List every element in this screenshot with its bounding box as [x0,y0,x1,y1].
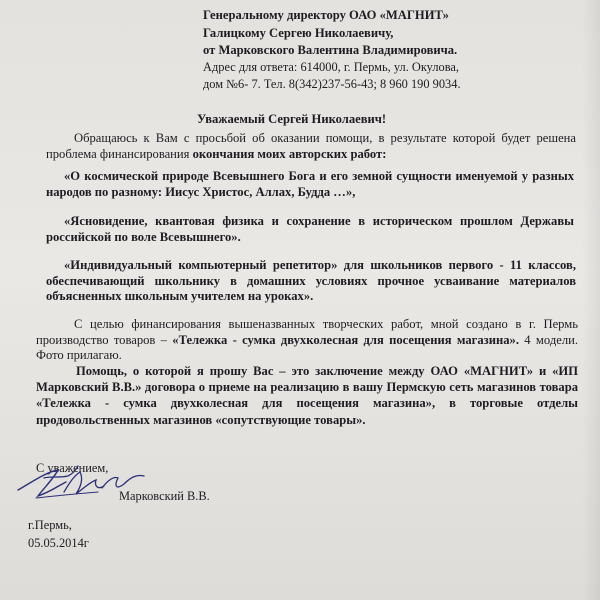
date: 05.05.2014г [28,536,89,550]
addressee-line-2: Галицкому Сергею Николаевичу, [203,26,394,40]
product-name: «Тележка - сумка двухколесная для посещения магазина». [172,332,519,347]
sender-line: от Марковского Валентина Владимировича. [203,43,458,57]
work-item-1: «О космической природе Всевышнего Бога и его земной сущности именуемой у разных народов по разному: Иисус Христос, Аллах, Будда …», [46,169,574,199]
work-item-2: «Ясновидение, квантовая физика и сохранение в историческом прошлом Державы российской по воле Всевышнего». [46,214,574,244]
city: г.Пермь, [28,518,72,532]
work-item-3: «Индивидуальный компьютерный репетитор» для школьников первого - 11 классов, обеспечивающий школьнику в домашних условиях прочное усваивание материалов объясненных школьным учителем на уроках». [46,258,576,304]
intro-text: Обращаюсь к Вам с просьбой об оказании помощи, в результате которой будет решена проблема финансирования [46,131,576,161]
signer-name: Марковский В.В. [119,489,210,503]
page-edge-shadow [582,0,600,600]
regards-text: С уважением, [36,461,109,475]
production-paragraph [36,317,578,364]
salutation: Уважаемый Сергей Николаевич! [197,112,387,126]
sender-address-line-2: дом №6- 7. Тел. 8(342)237-56-43; 8 960 190 9034. [203,77,461,91]
production-end-text: 4 модели. Фото прилагаю. [36,332,578,363]
handwritten-signature [14,452,164,512]
request-paragraph: Помощь, о которой я прошу Вас – это заключение между ОАО «МАГНИТ» и «ИП Марковский В.В.» договора о приеме на реализацию в вашу Пермскую сеть магазинов товара «Тележка - сумка двухколесная для посещения магазина», в торговые отделы продовольственных магазинов «сопутствующие товары». [36,364,578,427]
intro-bold-text: окончания моих авторских работ: [192,146,387,161]
addressee-line-1: Генеральному директору ОАО «МАГНИТ» [203,8,449,22]
sender-address-line-1: Адрес для ответа: 614000, г. Пермь, ул. Окулова, [203,60,459,74]
intro-paragraph [46,131,576,162]
production-text: С целью финансирования вышеназванных творческих работ, мной создано в г. Пермь производство товаров – [36,317,578,347]
